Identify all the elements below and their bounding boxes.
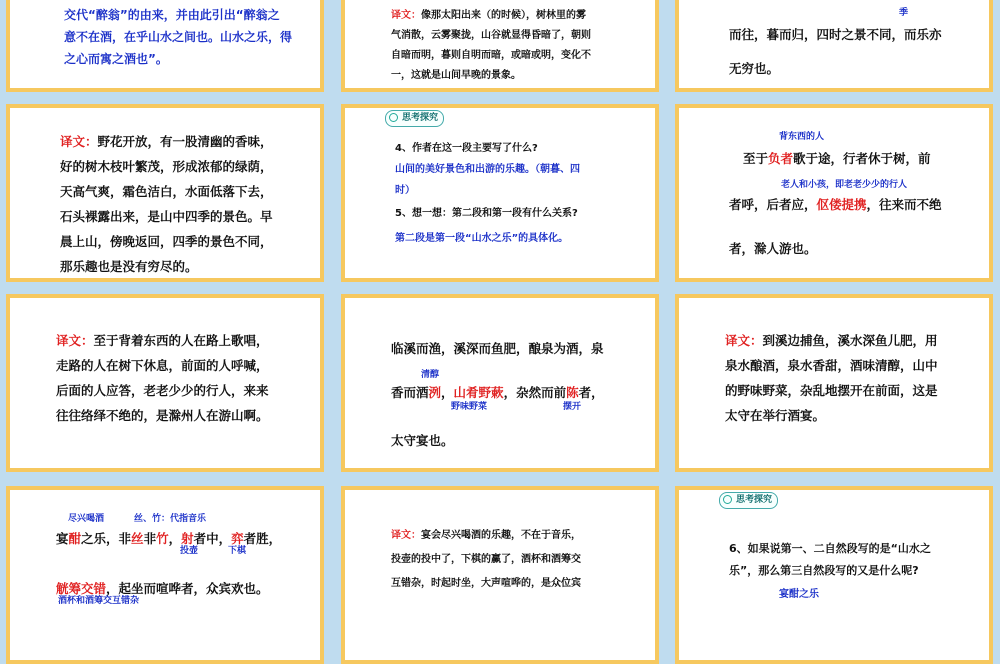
slide-text: 译文：像那太阳出来（的时候），树林里的雾 气消散，云雾聚拢，山谷就显得昏暗了，朝则 自暗而明，暮则自明而暗，或暗或明，变化不 一，这就是山间早晚的景象。 xyxy=(391,10,591,81)
slide-thumbnail[interactable] xyxy=(6,486,324,664)
annotation: 老人和小孩，即老老少少的行人 xyxy=(781,180,908,190)
annotation: 背东西的人 xyxy=(779,132,825,142)
answer-text: 宴酣之乐 xyxy=(779,589,819,600)
lightbulb-icon xyxy=(389,113,398,122)
annotation: 尽兴喝酒 xyxy=(68,514,105,524)
think-explore-tag: 思考探究 xyxy=(719,492,778,509)
slide-text: 而往，暮而归，四时之景不同，而乐亦 无穷也。 xyxy=(729,27,942,76)
slide-text: 4、作者在这一段主要写了什么? 山间的美好景色和出游的乐趣。（朝暮、四 时） 5、想一想：第二段和第一段有什么关系? 第二段是第一段“山水之乐”的具体化。 xyxy=(395,143,580,244)
slide-text: 译文：野花开放，有一股清幽的香味， 好的树木枝叶繁茂，形成浓郁的绿荫， 天高气爽，霜色洁白，水面低落下去， 石头裸露出来，是山中四季的景色。早 晨上山，傍晚返回，四季的景色不同， 那乐趣也是没有穷尽的。 xyxy=(60,134,273,274)
slide-thumbnail[interactable] xyxy=(341,104,659,282)
slide-text: 宴酣之乐，非丝非竹，射者中，弈者胜， xyxy=(56,531,282,546)
annotation: 清醇 xyxy=(421,370,440,380)
slide-text: 者呼，后者应，伛偻提携，往来而不绝 xyxy=(729,197,942,212)
slide-text: 交代“醉翁”的由来，并由此引出“醉翁之 意不在酒，在乎山水之间也。山水之乐，得 之心而寓之酒也”。 xyxy=(64,8,293,66)
slide-text: 至于负者歌于途，行者休于树，前 xyxy=(743,151,931,166)
lightbulb-icon xyxy=(723,495,732,504)
slide-thumbnail[interactable] xyxy=(6,104,324,282)
slide-text: 译文：宴会尽兴喝酒的乐趣，不在于音乐， 投壶的投中了，下棋的赢了，酒杯和酒筹交 互错杂，时起时坐，大声喧哗的，是众位宾 xyxy=(391,530,581,589)
slide-thumbnail[interactable] xyxy=(675,0,993,92)
think-explore-tag: 思考探究 xyxy=(385,110,444,127)
annotation: 下棋 xyxy=(228,546,247,556)
slide-thumbnail[interactable] xyxy=(341,294,659,472)
slide-thumbnail[interactable] xyxy=(675,104,993,282)
slide-text: 译文：到溪边捕鱼，溪水深鱼儿肥，用 泉水酿酒，泉水香甜，酒味清醇，山中 的野味野菜，杂乱地摆开在前面，这是 太守在举行酒宴。 xyxy=(725,333,938,423)
annotation: 季 xyxy=(899,8,909,18)
slide-text: 太守宴也。 xyxy=(391,433,454,448)
slide-thumbnail[interactable] xyxy=(675,294,993,472)
annotation: 丝、竹：代指音乐 xyxy=(134,514,207,524)
slide-thumbnail[interactable] xyxy=(6,294,324,472)
slide-thumbnail[interactable] xyxy=(675,486,993,664)
slide-text: 6、如果说第一、二自然段写的是“山水之 乐”，那么第三自然段写的又是什么呢? xyxy=(729,542,931,577)
slide-thumbnail[interactable] xyxy=(6,0,324,92)
annotation: 投壶 xyxy=(180,546,199,556)
slide-text: 者，滁人游也。 xyxy=(729,241,817,256)
annotation: 摆开 xyxy=(563,402,582,412)
annotation: 酒杯和酒筹交互错杂 xyxy=(58,596,140,606)
slide-text: 译文：至于背着东西的人在路上歌唱， 走路的人在树下休息，前面的人呼喊， 后面的人应答，老老少少的行人，来来 往往络绎不绝的，是滁州人在游山啊。 xyxy=(56,333,269,423)
annotation: 野味野菜 xyxy=(451,402,488,412)
slide-thumbnail[interactable] xyxy=(341,0,659,92)
slide-text: 香而酒洌，山肴野蔌，杂然而前陈者， xyxy=(391,385,604,400)
slide-thumbnail[interactable] xyxy=(341,486,659,664)
slide-text: 临溪而渔，溪深而鱼肥，酿泉为酒，泉 xyxy=(391,341,604,356)
slide-text: 觥筹交错，起坐而喧哗者，众宾欢也。 xyxy=(56,581,269,596)
